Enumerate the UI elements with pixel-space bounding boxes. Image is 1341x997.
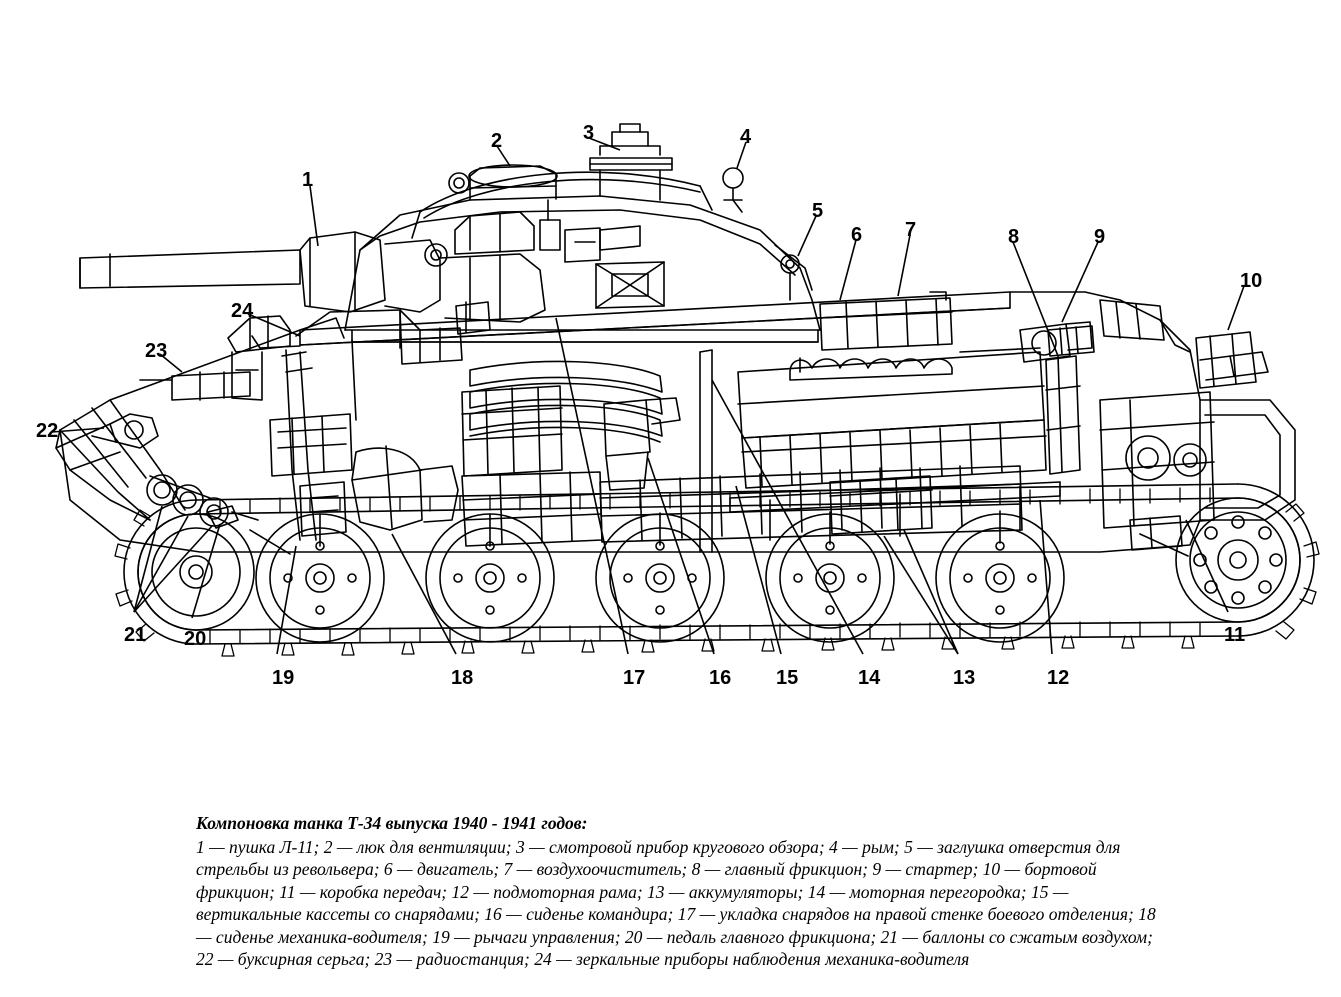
callout-2: 2: [491, 130, 503, 152]
callout-12: 12: [1047, 667, 1070, 689]
callout-7: 7: [905, 219, 917, 241]
callout-11: 11: [1224, 624, 1246, 646]
callout-8: 8: [1008, 226, 1020, 248]
figure-caption-title: Компоновка танка Т-34 выпуска 1940 - 1941 годов:: [196, 813, 588, 833]
callout-15: 15: [776, 667, 799, 689]
callout-1: 1: [302, 169, 314, 191]
callout-16: 16: [709, 667, 732, 689]
callout-9: 9: [1094, 226, 1106, 248]
callout-23: 23: [145, 340, 168, 362]
callout-22: 22: [36, 420, 59, 442]
callout-10: 10: [1240, 270, 1263, 292]
figure-caption: [196, 812, 1156, 970]
callout-3: 3: [583, 122, 595, 144]
callout-18: 18: [451, 667, 474, 689]
callout-14: 14: [858, 667, 881, 689]
callout-21: 21: [124, 624, 147, 646]
figure-caption-legend: 1 — пушка Л-11; 2 — люк для вентиляции; 3 — смотровой прибор кругового обзора; 4 — рым; 5 — заглушка отверстия для стрельбы из револьвера; 6 — двигатель; 7 — воздухоочиститель; 8 — главный фрикцион; 9 — стартер; 10 — бортовой фрикцион; 11 — коробка передач; 12 — подмоторная рама; 13 — аккумуляторы; 14 — моторная перегородка; 15 — вертикальные кассеты со снарядами; 16 — сиденье командира; 17 — укладка снарядов на правой стенке боевого отделения; 18 — сиденье механика-водителя; 19 — рычаги управления; 20 — педаль главного фрикциона; 21 — баллоны со сжатым воздухом; 22 — буксирная серьга; 23 — радиостанция; 24 — зеркальные приборы наблюдения механика-водителя: [196, 837, 1156, 970]
callout-5: 5: [812, 200, 824, 222]
callout-4: 4: [740, 126, 752, 148]
callout-13: 13: [953, 667, 976, 689]
callout-20: 20: [184, 628, 207, 650]
callout-17: 17: [623, 667, 646, 689]
callout-6: 6: [851, 224, 863, 246]
callout-24: 24: [231, 300, 254, 322]
callout-19: 19: [272, 667, 295, 689]
